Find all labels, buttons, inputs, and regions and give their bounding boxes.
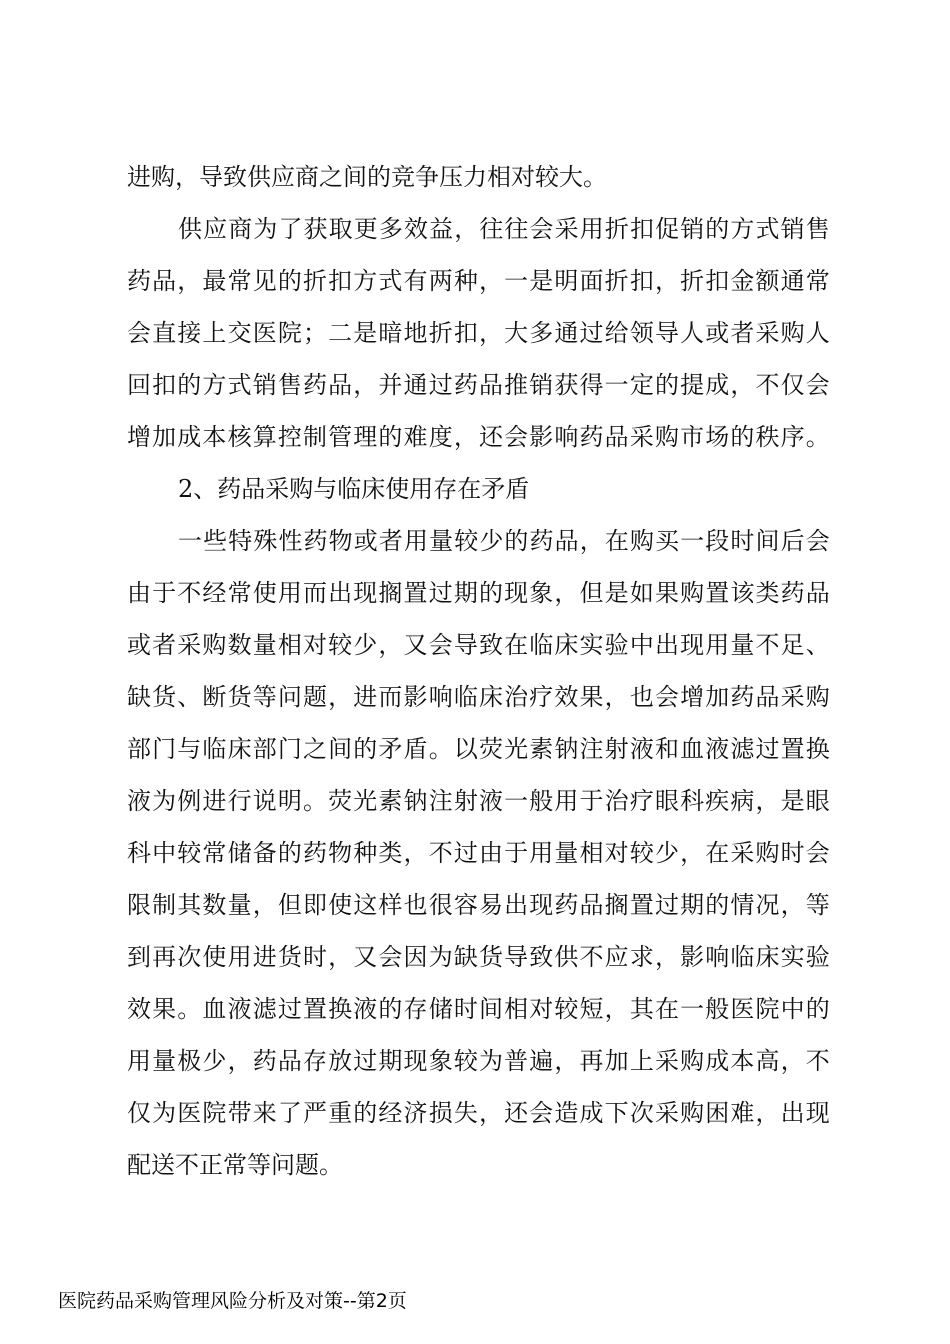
text-line: 由 于 不 经 常 使 用 而 出 现 搁 置 过 期 的 现 象 ， 但 是 如 果 购 置 该 类 药 品 [127,579,830,607]
text-line: 药 品 ， 最 常 见 的 折 扣 方 式 有 两 种 ， 一 是 明 面 折 扣 ， 折 扣 金 额 通 常 [127,267,830,295]
text-line: 部 门 与 临 床 部 门 之 间 的 矛 盾 。 以 荧 光 素 钠 注 射 液 和 血 液 滤 过 置 换 [127,735,830,763]
text-line: 到 再 次 使 用 进 货 时 ， 又 会 因 为 缺 货 导 致 供 不 应 求 ， 影 响 临 床 实 验 [127,943,830,971]
text-line: 增 加 成 本 核 算 控 制 管 理 的 难 度 ， 还 会 影 响 药 品 采 购 市 场 的 秩 序 。 [127,423,830,451]
text-line: 配送不正常等问题。 [127,1151,343,1179]
text-line: 缺 货 、 断 货 等 问 题 ， 进 而 影 响 临 床 治 疗 效 果 ， 也 会 增 加 药 品 采 购 [127,683,830,711]
text-line: 2、药品采购与临床使用存在矛盾 [178,475,530,503]
text-line: 效 果 。 血 液 滤 过 置 换 液 的 存 储 时 间 相 对 较 短 ， 其 在 一 般 医 院 中 的 [127,995,830,1023]
page-footer: 医院药品采购管理风险分析及对策--第2页 [58,1290,407,1312]
text-line: 回 扣 的 方 式 销 售 药 品 ， 并 通 过 药 品 推 销 获 得 一 定 的 提 成 ， 不 仅 会 [127,371,830,399]
text-line: 或 者 采 购 数 量 相 对 较 少 ， 又 会 导 致 在 临 床 实 验 中 出 现 用 量 不 足 、 [127,631,830,659]
text-line: 限 制 其 数 量 ， 但 即 使 这 样 也 很 容 易 出 现 药 品 搁 置 过 期 的 情 况 ， 等 [127,891,830,919]
text-line: 用 量 极 少 ， 药 品 存 放 过 期 现 象 较 为 普 遍 ， 再 加 上 采 购 成 本 高 ， 不 [127,1047,830,1075]
text-line: 会 直 接 上 交 医 院 ； 二 是 暗 地 折 扣 ， 大 多 通 过 给 领 导 人 或 者 采 购 人 [127,319,830,347]
text-line: 科 中 较 常 储 备 的 药 物 种 类 ， 不 过 由 于 用 量 相 对 较 少 ， 在 采 购 时 会 [127,839,830,867]
text-line: 供 应 商 为 了 获 取 更 多 效 益 ， 往 往 会 采 用 折 扣 促 销 的 方 式 销 售 [178,215,830,243]
text-line: 一 些 特 殊 性 药 物 或 者 用 量 较 少 的 药 品 ， 在 购 买 一 段 时 间 后 会 [178,527,830,555]
text-line: 进购，导致供应商之间的竞争压力相对较大。 [127,163,607,191]
text-line: 液 为 例 进 行 说 明 。 荧 光 素 钠 注 射 液 一 般 用 于 治 疗 眼 科 疾 病 ， 是 眼 [127,787,830,815]
text-line: 仅 为 医 院 带 来 了 严 重 的 经 济 损 失 ， 还 会 造 成 下 次 采 购 困 难 ， 出 现 [127,1099,830,1127]
